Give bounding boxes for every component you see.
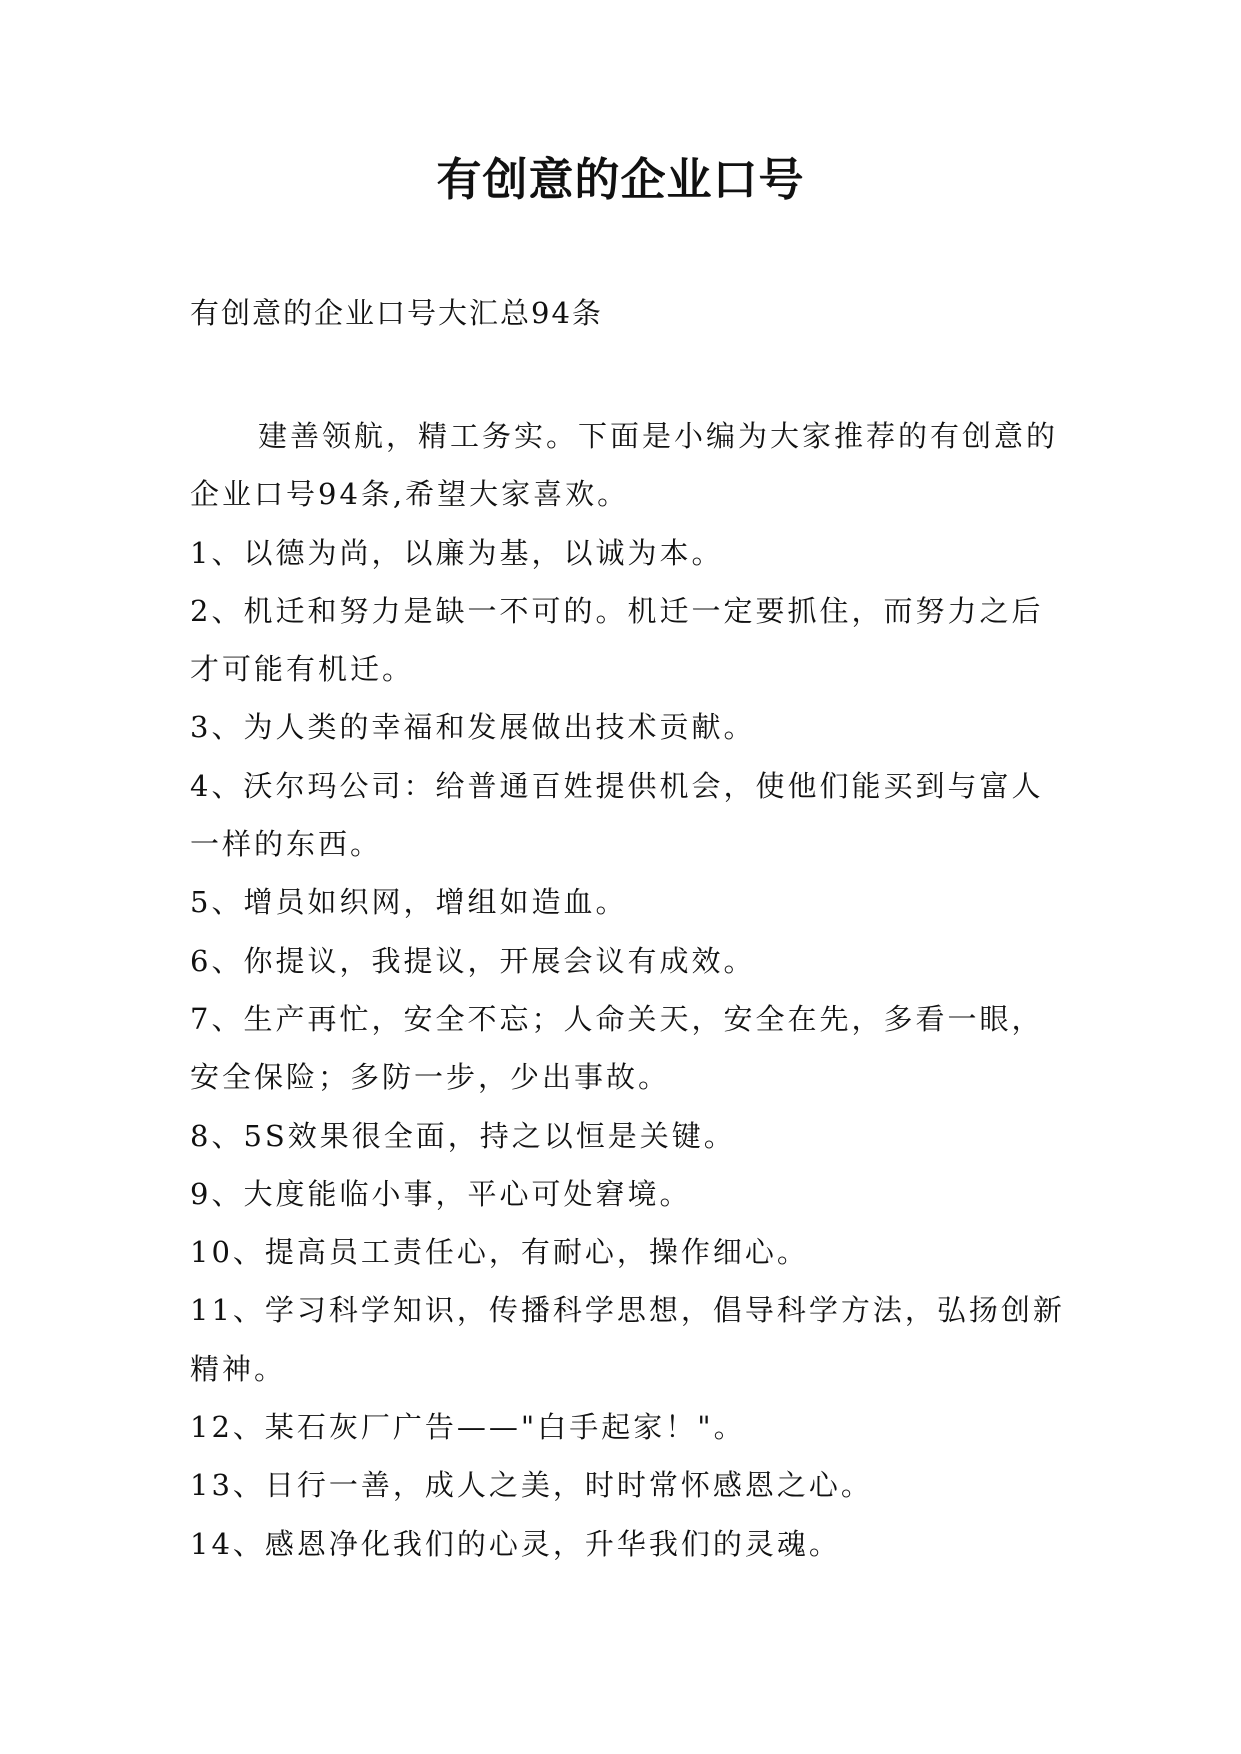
slogan-item: 4、沃尔玛公司：给普通百姓提供机会，使他们能买到与富人一样的东西。: [190, 768, 1044, 862]
slogan-item: 13、日行一善，成人之美，时时常怀感恩之心。: [190, 1468, 873, 1503]
slogan-item: 8、5S效果很全面，持之以恒是关键。: [190, 1118, 736, 1153]
slogan-item: 14、感恩净化我们的心灵，升华我们的灵魂。: [190, 1526, 841, 1561]
slogan-item: 3、为人类的幸福和发展做出技术贡献。: [190, 710, 756, 745]
slogan-item: 11、学习科学知识，传播科学思想，倡导科学方法，弘扬创新精神。: [190, 1293, 1065, 1386]
document-body: [190, 407, 1070, 1573]
slogan-item: 1、以德为尚，以廉为基，以诚为本。: [190, 535, 724, 570]
slogan-item: 9、大度能临小事，平心可处窘境。: [190, 1176, 692, 1211]
slogan-item: 12、某石灰厂广告——"白手起家！"。: [190, 1410, 746, 1445]
intro-paragraph: 建善领航，精工务实。下面是小编为大家推荐的有创意的企业口号94条,希望大家喜欢。: [190, 419, 1059, 512]
slogan-item: 7、生产再忙，安全不忘；人命关天，安全在先，多看一眼，安全保险；多防一步，少出事故。: [190, 1001, 1044, 1095]
slogan-item: 5、增员如织网，增组如造血。: [190, 885, 628, 920]
slogan-item: 2、机迁和努力是缺一不可的。机迁一定要抓住，而努力之后才可能有机迁。: [190, 593, 1044, 687]
slogan-item: 10、提高员工责任心，有耐心，操作细心。: [190, 1235, 809, 1270]
document-title: 有创意的企业口号: [436, 153, 805, 206]
document-subtitle: 有创意的企业口号大汇总94条: [190, 296, 603, 330]
slogan-item: 6、你提议，我提议，开展会议有成效。: [190, 943, 756, 978]
